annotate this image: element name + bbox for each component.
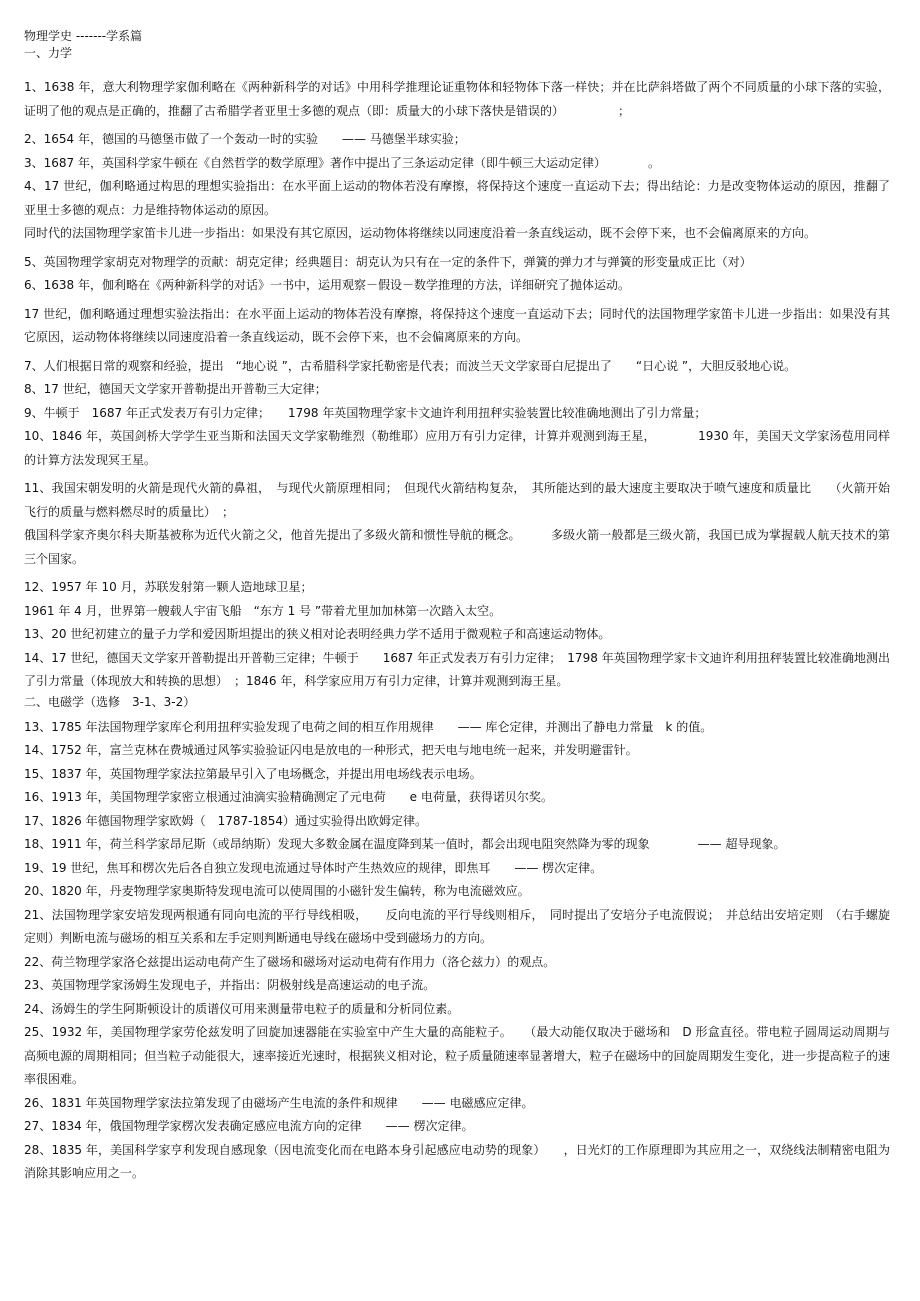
paragraph: 28、1835 年，美国科学家亨利发现自感现象（因电流变化而在电路本身引起感应电动势的现象） ，日光灯的工作原理即为其应用之一，双绕线法制精密电阻为消除其影响应用之一。 <box>24 1142 890 1180</box>
paragraph: 17、1826 年德国物理学家欧姆（ 1787-1854）通过实验得出欧姆定律。 <box>24 813 428 828</box>
paragraph: 4、17 世纪，伽利略通过构思的理想实验指出：在水平面上运动的物体若没有摩擦，将保持这个速度一直运动下去；得出结论：力是改变物体运动的原因，推翻了亚里士多德的观点：力是维持物体运动的原因。 <box>24 179 890 217</box>
paragraph: 14、17 世纪，德国天文学家开普勒提出开普勒三定律；牛顿于 1687 年正式发表万有引力定律； 1798 年英国物理学家卡文迪许利用扭秤装置比较准确地测出了引力常量（体现放大和转换的思想） ；1846 年，科学家应用万有引力定律，计算并观测到海王星。 <box>24 650 890 688</box>
paragraph: 23、英国物理学家汤姆生发现电子，并指出：阴极射线是高速运动的电子流。 <box>24 978 436 992</box>
paragraph: 17 世纪，伽利略通过理想实验法指出：在水平面上运动的物体若没有摩擦，将保持这个速度一直运动下去；同时代的法国物理学家笛卡儿进一步指出：如果没有其它原因，运动物体将继续以同速度沿着一条直线运动，既不会停下来，也不会偏离原来的方向。 <box>24 306 890 344</box>
paragraph: 13、20 世纪初建立的量子力学和爱因斯坦提出的狭义相对论表明经典力学不适用于微观粒子和高速运动物体。 <box>24 627 611 641</box>
electromagnetism-items <box>24 716 890 1186</box>
paragraph: 26、1831 年英国物理学家法拉第发现了由磁场产生电流的条件和规律 —— 电磁感应定律。 <box>24 1095 534 1110</box>
paragraph: 2、1654 年，德国的马德堡市做了一个轰动一时的实验 —— 马德堡半球实验； <box>24 132 466 146</box>
paragraph: 13、1785 年法国物理学家库仑利用扭秤实验发现了电荷之间的相互作用规律 —— 库仑定律，并测出了静电力常量 k 的值。 <box>24 719 713 734</box>
paragraph: 22、荷兰物理学家洛仑兹提出运动电荷产生了磁场和磁场对运动电荷有作用力（洛仑兹力）的观点。 <box>24 954 556 969</box>
paragraph: 12、1957 年 10 月，苏联发射第一颗人造地球卫星； <box>24 580 313 594</box>
paragraph: 21、法国物理学家安培发现两根通有同向电流的平行导线相吸， 反向电流的平行导线则相斥， 同时提出了安培分子电流假说； 并总结出安培定则 （右手螺旋定则）判断电流与磁场的相互关系和左手定则判断通电导线在磁场中受到磁场力的方向。 <box>24 907 890 945</box>
paragraph: 15、1837 年，英国物理学家法拉第最早引入了电场概念，并提出用电场线表示电场。 <box>24 766 482 781</box>
paragraph: 18、1911 年，荷兰科学家昂尼斯（或昂纳斯）发现大多数金属在温度降到某一值时，都会出现电阻突然降为零的现象 —— 超导现象。 <box>24 837 786 851</box>
paragraph: 24、汤姆生的学生阿斯顿设计的质谱仪可用来测量带电粒子的质量和分析同位素。 <box>24 1001 460 1016</box>
section-heading-electromagnetism: 二、电磁学（选修 3-1、3-2） <box>24 694 196 709</box>
paragraph: 9、牛顿于 1687 年正式发表万有引力定律； 1798 年英国物理学家卡文迪许利用扭秤实验装置比较准确地测出了引力常量； <box>24 405 707 420</box>
paragraph: 5、英国物理学家胡克对物理学的贡献：胡克定律；经典题目：胡克认为只有在一定的条件下，弹簧的弹力才与弹簧的形变量成正比（对） <box>24 254 752 269</box>
paragraph: 3、1687 年，英国科学家牛顿在《自然哲学的数学原理》著作中提出了三条运动定律（即牛顿三大运动定律） 。 <box>24 155 660 170</box>
paragraph: 27、1834 年，俄国物理学家楞次发表确定感应电流方向的定律 —— 楞次定律。 <box>24 1119 474 1133</box>
mechanics-items <box>24 76 890 694</box>
section-heading-mechanics: 一、力学 <box>24 46 73 60</box>
paragraph: 同时代的法国物理学家笛卡儿进一步指出：如果没有其它原因，运动物体将继续以同速度沿着一条直线运动，既不会停下来，也不会偏离原来的方向。 <box>24 226 817 240</box>
paragraph: 6、1638 年，伽利略在《两种新科学的对话》一书中，运用观察－假设－数学推理的方法，详细研究了抛体运动。 <box>24 278 630 292</box>
paragraph: 1961 年 4 月，世界第一艘载人宇宙飞船 “东方 1 号 ”带着尤里加加林第一次踏入太空。 <box>24 603 502 618</box>
paragraph: 1、1638 年，意大利物理学家伽利略在《两种新科学的对话》中用科学推理论证重物体和轻物体下落一样快；并在比萨斜塔做了两个不同质量的小球下落的实验，证明了他的观点是正确的，推翻了古希腊学者亚里士多德的观点（即：质量大的小球下落快是错误的） ； <box>24 80 890 118</box>
paragraph: 14、1752 年，富兰克林在费城通过风筝实验验证闪电是放电的一种形式，把天电与地电统一起来，并发明避雷针。 <box>24 743 638 757</box>
paragraph: 8、17 世纪，德国天文学家开普勒提出开普勒三大定律； <box>24 382 327 396</box>
document-title: 物理学史 -------学系篇 <box>24 29 143 43</box>
paragraph: 19、19 世纪，焦耳和楞次先后各自独立发现电流通过导体时产生热效应的规律，即焦耳 —— 楞次定律。 <box>24 860 603 875</box>
paragraph: 10、1846 年，英国剑桥大学学生亚当斯和法国天文学家勒维烈（勒维耶）应用万有引力定律，计算并观测到海王星， 1930 年，美国天文学家汤苞用同样的计算方法发现冥王星。 <box>24 429 890 467</box>
paragraph: 25、1932 年，美国物理学家劳伦兹发明了回旋加速器能在实验室中产生大量的高能粒子。 （最大动能仅取决于磁场和 D 形盒直径。带电粒子圆周运动周期与高频电源的周期相同；但当粒子动能很大，速率接近光速时，根据狭义相对论，粒子质量随速率显著增大，粒子在磁场中的回旋周期发生变化，进一步提高粒子的速率很困难。 <box>24 1025 890 1086</box>
paragraph: 16、1913 年，美国物理学家密立根通过油滴实验精确测定了元电荷 e 电荷量，获得诺贝尔奖。 <box>24 790 553 804</box>
paragraph: 11、我国宋朝发明的火箭是现代火箭的鼻祖， 与现代火箭原理相同； 但现代火箭结构复杂， 其所能达到的最大速度主要取决于喷气速度和质量比 （火箭开始飞行的质量与燃料燃尽时的质量比） ； <box>24 481 890 519</box>
paragraph: 俄国科学家齐奥尔科夫斯基被称为近代火箭之父，他首先提出了多级火箭和惯性导航的概念。 多级火箭一般都是三级火箭，我国已成为掌握载人航天技术的第三个国家。 <box>24 528 890 566</box>
document-page <box>24 28 890 1186</box>
paragraph: 7、人们根据日常的观察和经验，提出 “地心说 ”，古希腊科学家托勒密是代表；而波兰天文学家哥白尼提出了 “日心说 ”，大胆反驳地心说。 <box>24 358 797 373</box>
paragraph: 20、1820 年，丹麦物理学家奥斯特发现电流可以使周围的小磁针发生偏转，称为电流磁效应。 <box>24 884 530 898</box>
